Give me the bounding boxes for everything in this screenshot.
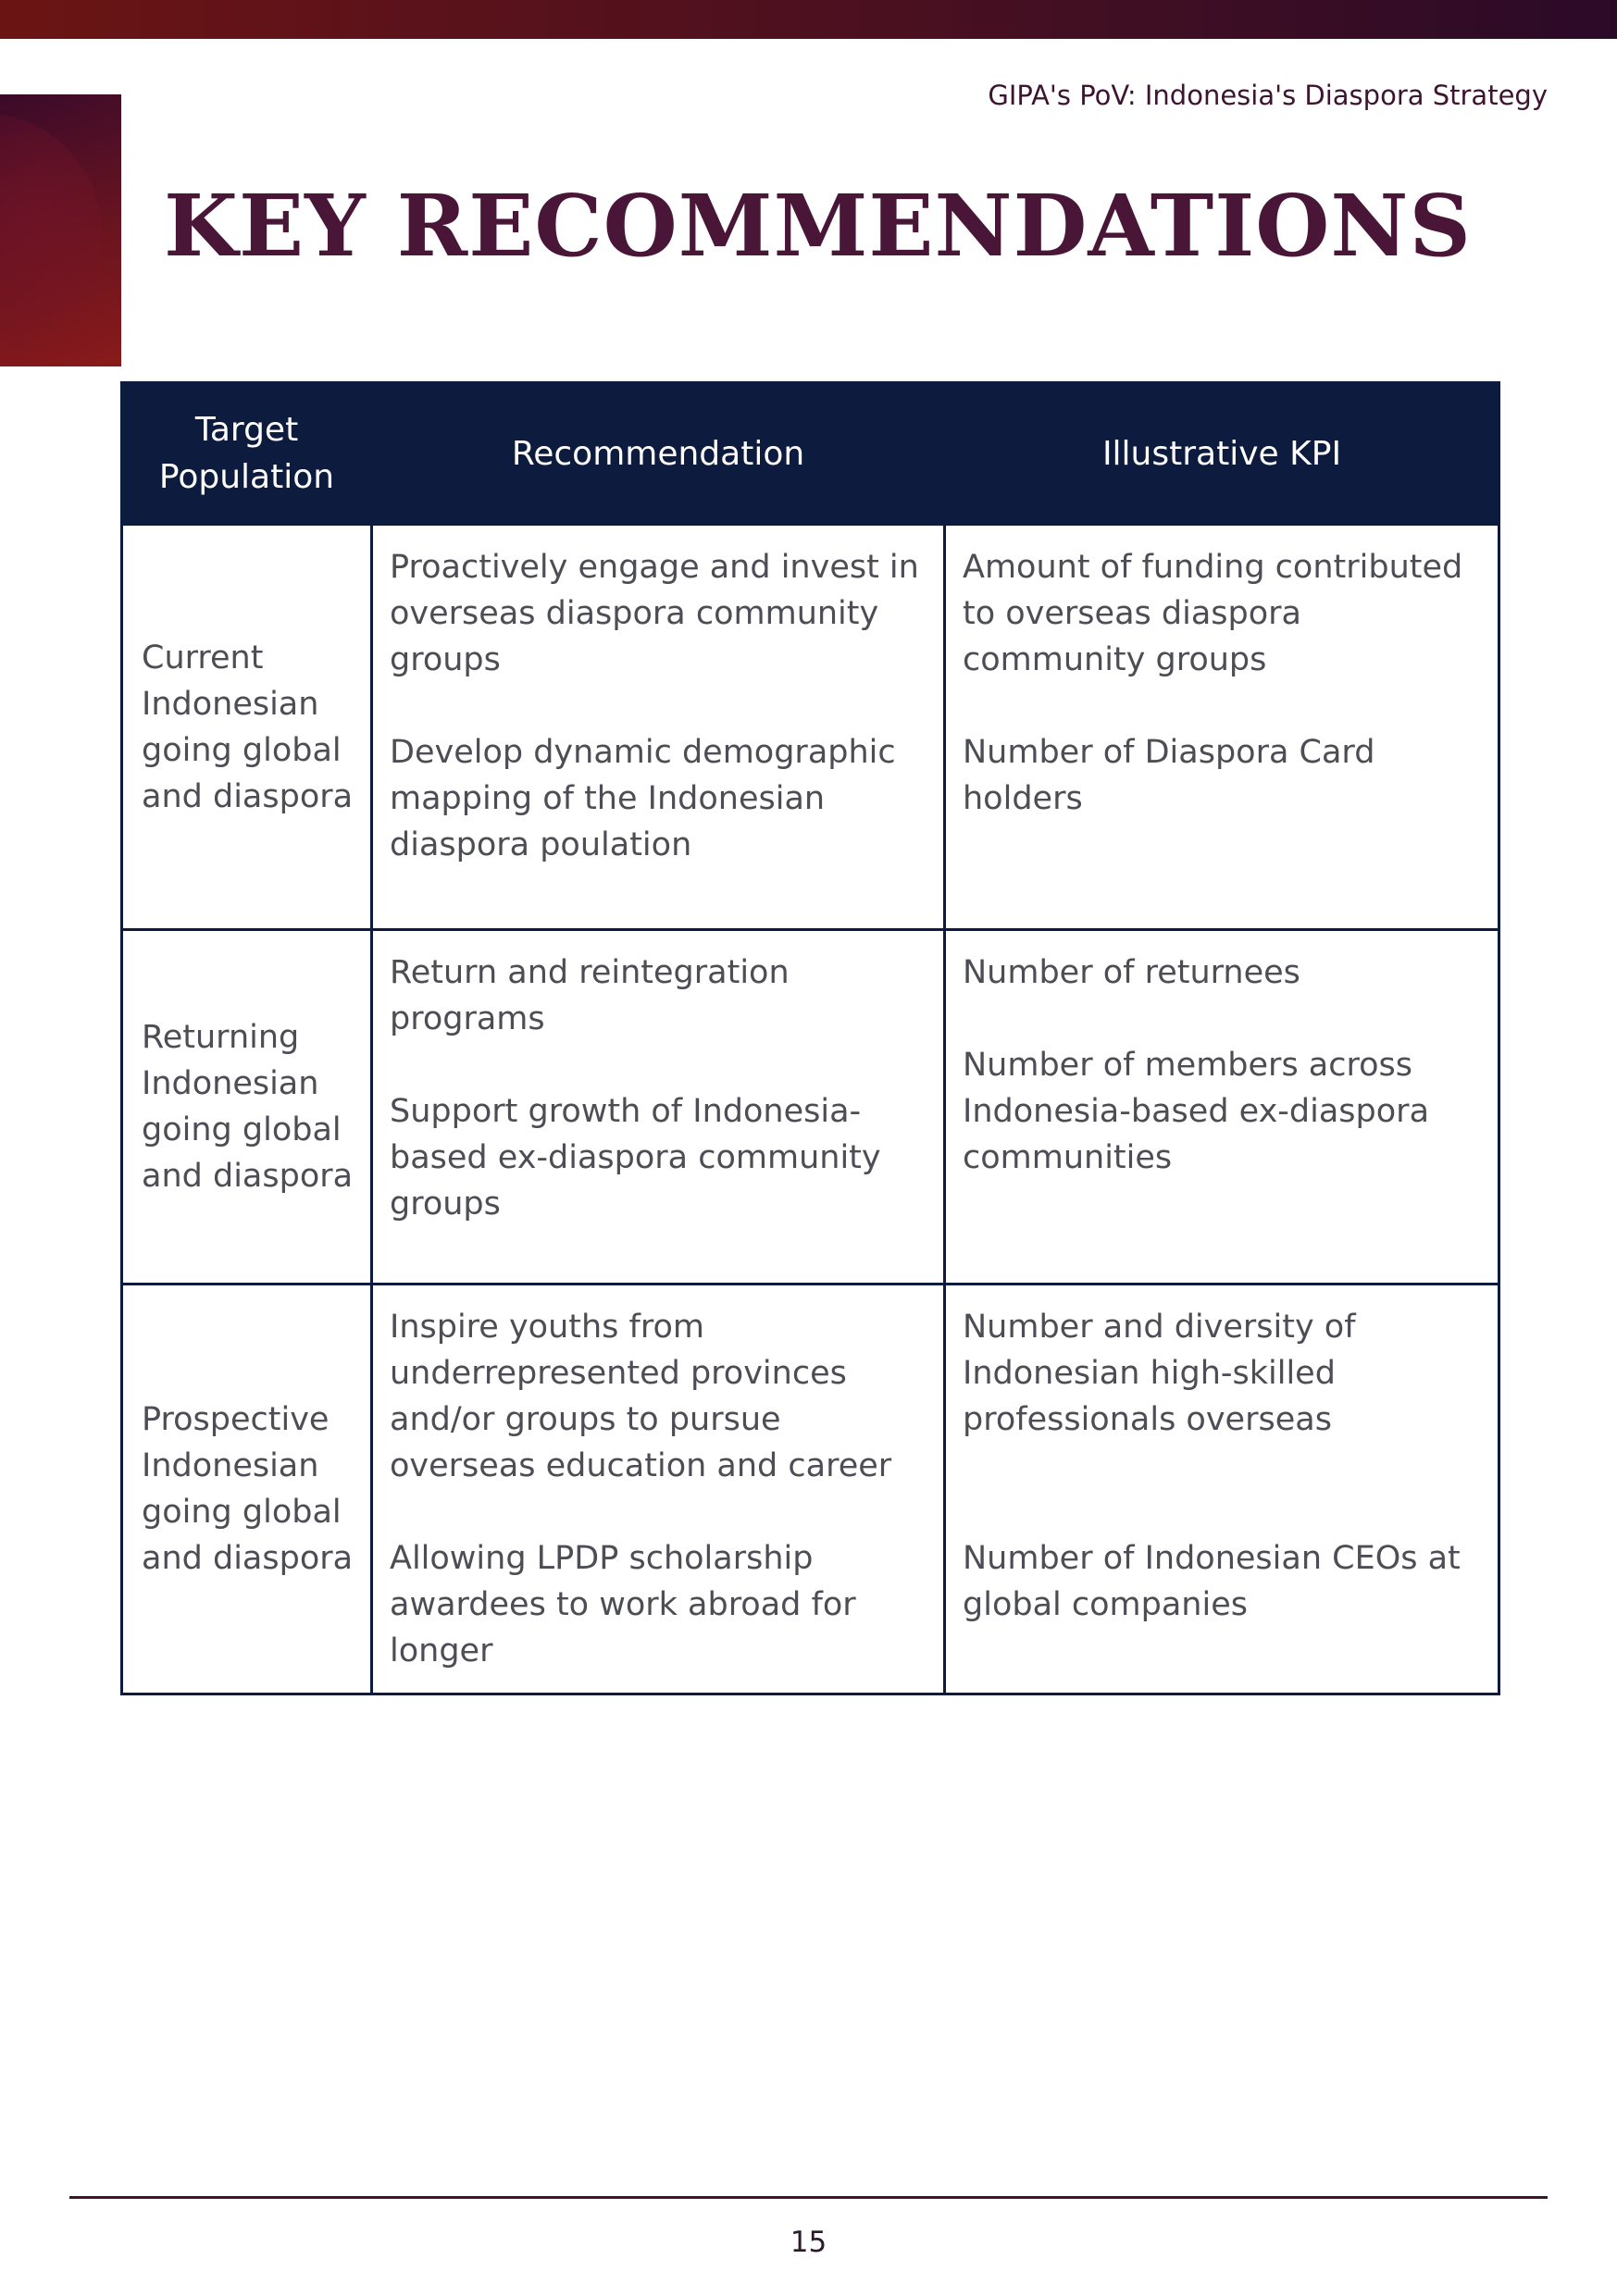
kpi-cell xyxy=(945,1285,1499,1694)
page-title: KEY RECOMMENDATIONS xyxy=(164,176,1472,276)
recommendation-cell xyxy=(372,1285,945,1694)
kpi-item: Number of Indonesian CEOs at global companies xyxy=(963,1540,1461,1623)
header-target-population-line-2: Population xyxy=(158,458,335,496)
kpi-item: Number of returnees xyxy=(963,954,1300,991)
kpi-cell xyxy=(945,525,1499,930)
footer-divider xyxy=(69,2196,1548,2199)
kpi-item: Number and diversity of Indonesian high-skilled professionals overseas xyxy=(963,1309,1356,1438)
top-accent-bar xyxy=(0,0,1617,39)
header-illustrative-kpi: Illustrative KPI xyxy=(945,383,1499,525)
kpi-cell xyxy=(945,930,1499,1285)
header-recommendation: Recommendation xyxy=(372,383,945,525)
kpi-item: Number of Diaspora Card holders xyxy=(963,734,1375,817)
table-row xyxy=(122,930,1499,1285)
recommendation-item: Inspire youths from underrepresented provinces and/or groups to pursue overseas education and career xyxy=(390,1309,892,1484)
recommendation-cell xyxy=(372,930,945,1285)
recommendation-item: Support growth of Indonesia-based ex-diaspora community groups xyxy=(390,1093,881,1222)
header-target-population xyxy=(122,383,372,525)
recommendation-item: Return and reintegration programs xyxy=(390,954,790,1037)
kpi-item: Number of members across Indonesia-based ex-diaspora communities xyxy=(963,1047,1430,1176)
population-cell: Returning Indonesian going global and diaspora xyxy=(122,930,372,1285)
table-row xyxy=(122,525,1499,930)
page-number: 15 xyxy=(790,2226,827,2259)
side-block-swirl xyxy=(0,113,102,354)
table-header-row xyxy=(122,383,1499,525)
side-decorative-block xyxy=(0,94,121,366)
recommendation-item: Proactively engage and invest in overseas diaspora community groups xyxy=(390,549,919,678)
header-target-population-line-1: Target xyxy=(194,411,299,449)
recommendation-item: Develop dynamic demographic mapping of the Indonesian diaspora poulation xyxy=(390,734,896,863)
table-row xyxy=(122,1285,1499,1694)
recommendations-table xyxy=(120,381,1500,1695)
kpi-item: Amount of funding contributed to overseas diaspora community groups xyxy=(963,549,1463,678)
recommendation-item: Allowing LPDP scholarship awardees to work abroad for longer xyxy=(390,1540,856,1669)
running-header: GIPA's PoV: Indonesia's Diaspora Strategy xyxy=(988,80,1548,111)
population-cell: Current Indonesian going global and diaspora xyxy=(122,525,372,930)
population-cell: Prospective Indonesian going global and diaspora xyxy=(122,1285,372,1694)
recommendation-cell xyxy=(372,525,945,930)
